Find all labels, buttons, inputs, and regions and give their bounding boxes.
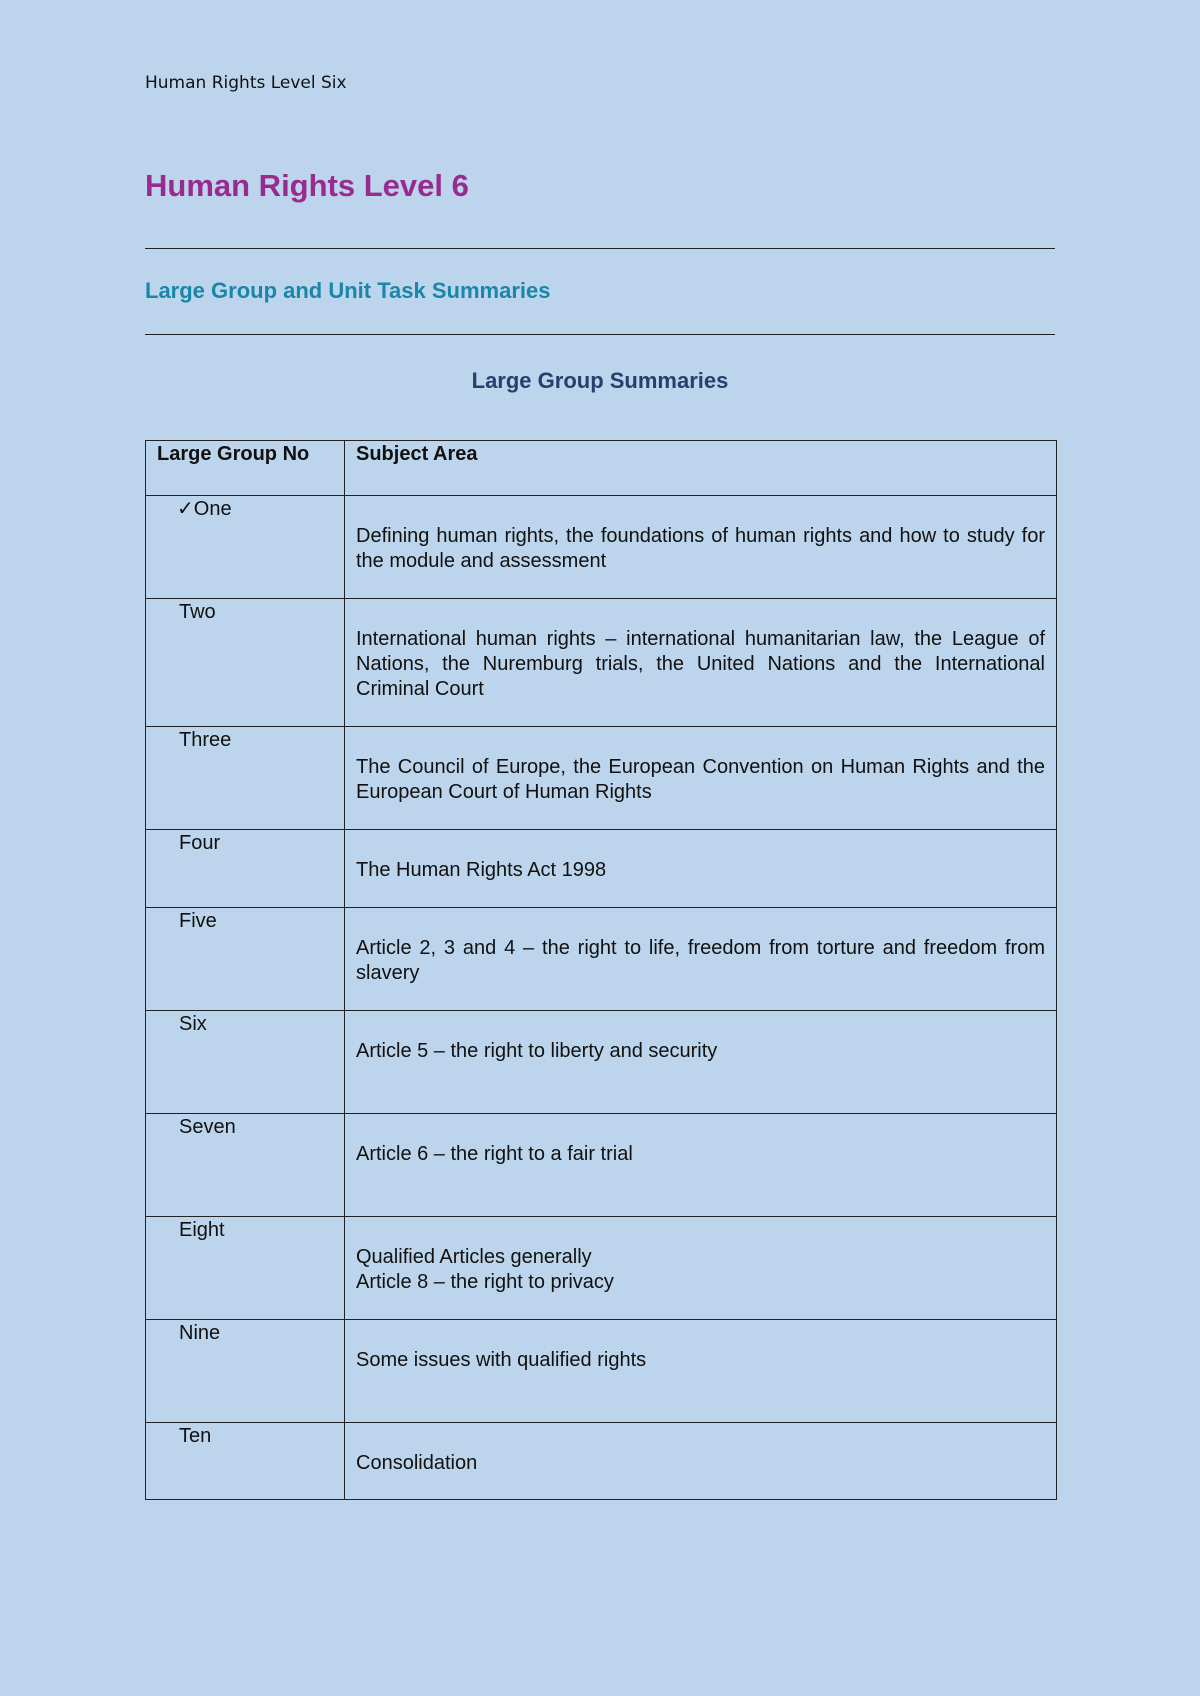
section-title: Large Group Summaries [471, 368, 729, 393]
table-row [146, 1423, 1057, 1500]
table-row [146, 496, 1057, 599]
table-row [146, 1114, 1057, 1217]
subject-area-cell [345, 727, 1057, 830]
group-number: Seven [179, 1116, 236, 1138]
subject-area-cell [345, 1320, 1057, 1423]
table-row [146, 1217, 1057, 1320]
subject-area-text: Qualified Articles generally [356, 1246, 592, 1268]
subject-area-text: Some issues with qualified rights [356, 1349, 647, 1371]
subject-area-cell [345, 1217, 1057, 1320]
table-row [146, 830, 1057, 908]
group-number: Four [179, 832, 221, 854]
table-row [146, 727, 1057, 830]
column-header-group-no: Large Group No [146, 441, 345, 496]
subject-area-cell [345, 599, 1057, 727]
group-number-cell [146, 1114, 345, 1217]
table-row [146, 908, 1057, 1011]
subject-area-text: International human rights – international humanitarian law, the League of Nations, the Nuremburg trials, the United Nations and the International Criminal Court [356, 628, 1045, 700]
group-number-cell [146, 599, 345, 727]
group-number: Six [179, 1013, 207, 1035]
table-body [146, 496, 1057, 1500]
running-header: Human Rights Level Six [145, 73, 347, 93]
document-title: Human Rights Level 6 [145, 168, 469, 203]
table-row [146, 1011, 1057, 1114]
group-number: Five [179, 910, 217, 932]
group-number: Nine [179, 1322, 221, 1344]
subject-area-text: Consolidation [356, 1452, 478, 1474]
horizontal-rule [145, 334, 1055, 335]
subject-area-text: Article 6 – the right to a fair trial [356, 1143, 633, 1165]
subject-area-cell [345, 496, 1057, 599]
horizontal-rule [145, 248, 1055, 249]
subject-area-text: Defining human rights, the foundations of human rights and how to study for the module and assessment [356, 525, 1045, 572]
table-row [146, 599, 1057, 727]
group-number: One [193, 498, 232, 520]
group-number-cell [146, 1320, 345, 1423]
group-number: Two [179, 601, 216, 623]
subject-area-text: Article 8 – the right to privacy [356, 1271, 614, 1293]
table-header-row [146, 441, 1057, 496]
group-number: Three [179, 729, 232, 751]
group-number-cell [146, 1423, 345, 1500]
large-group-summary-table [145, 440, 1057, 1500]
group-number-cell [146, 830, 345, 908]
subject-area-text: The Human Rights Act 1998 [356, 859, 607, 881]
document-subtitle: Large Group and Unit Task Summaries [145, 278, 551, 303]
subject-area-cell [345, 1011, 1057, 1114]
subject-area-cell [345, 830, 1057, 908]
subject-area-text: The Council of Europe, the European Convention on Human Rights and the European Court of Human Rights [356, 756, 1045, 803]
checkmark-icon: ✓ [177, 498, 194, 520]
subject-area-text: Article 5 – the right to liberty and security [356, 1040, 718, 1062]
group-number-cell [146, 908, 345, 1011]
group-number: Ten [179, 1425, 212, 1447]
subject-area-cell [345, 1423, 1057, 1500]
group-number-cell [146, 496, 345, 599]
subject-area-cell [345, 1114, 1057, 1217]
table-row [146, 1320, 1057, 1423]
subject-area-cell [345, 908, 1057, 1011]
group-number-cell [146, 1217, 345, 1320]
group-number-cell [146, 727, 345, 830]
column-header-subject-area: Subject Area [345, 441, 1057, 496]
subject-area-text: Article 2, 3 and 4 – the right to life, freedom from torture and freedom from slavery [356, 937, 1045, 984]
group-number-cell [146, 1011, 345, 1114]
group-number: Eight [179, 1219, 225, 1241]
